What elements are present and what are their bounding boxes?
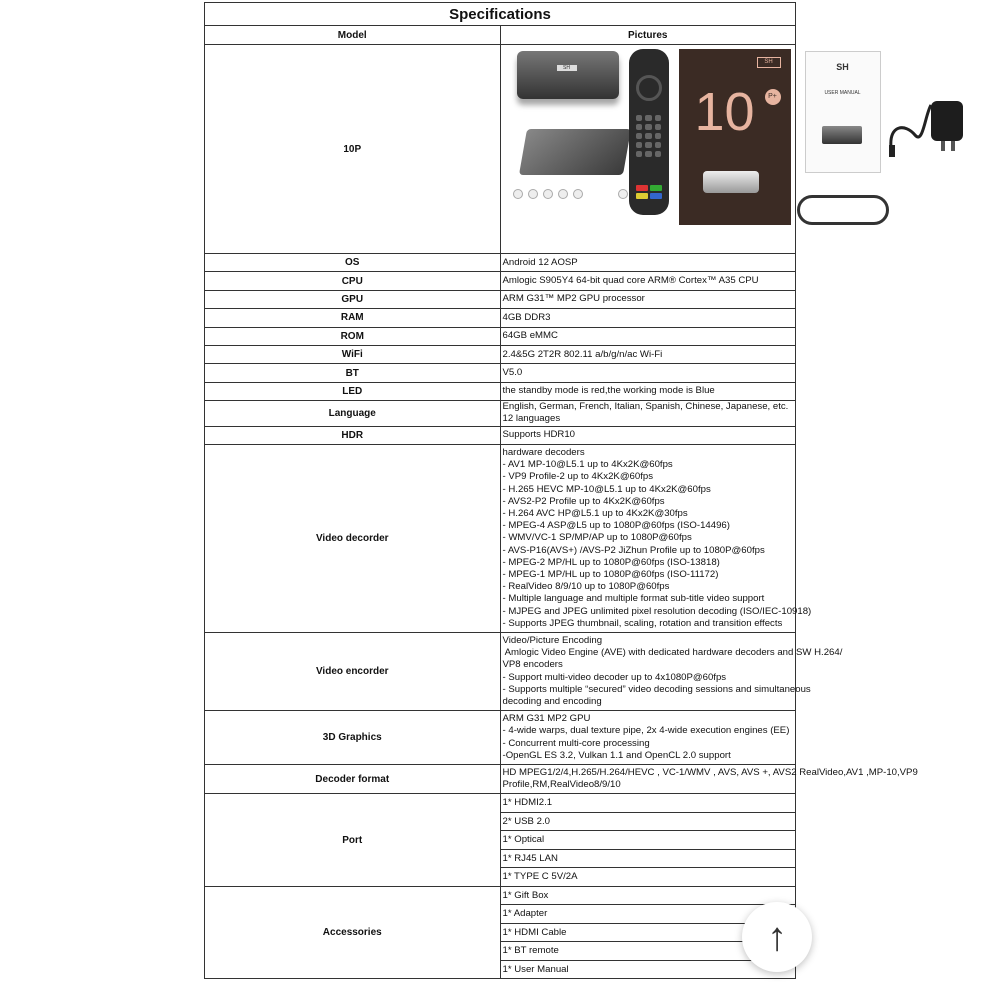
spec-line: Profile,RM,RealVideo8/9/10 — [502, 779, 621, 791]
pictures-header: Pictures — [500, 26, 796, 45]
spec-line: - Support multi-video decoder up to 4x1080P@60fps — [502, 671, 727, 683]
spec-label: GPU — [205, 290, 501, 308]
spec-label: OS — [205, 254, 501, 272]
spec-line: - 4-wide warps, dual texture pipe, 2x 4-wide execution engines (EE) — [502, 725, 790, 737]
spec-value: 4GB DDR3 — [500, 309, 796, 327]
spec-label: RAM — [205, 309, 501, 327]
spec-label: BT — [205, 364, 501, 382]
spec-line: HD MPEG1/2/4,H.265/H.264/HEVC , VC-1/WMV , AVS, AVS +, AVS2 RealVideo,AV1 ,MP-10,VP9 — [502, 767, 918, 778]
spec-value: Android 12 AOSP — [500, 254, 796, 272]
port-label: Port — [205, 794, 501, 887]
spec-line: hardware decoders — [502, 446, 585, 458]
tv-box-top-image: SH — [517, 51, 619, 99]
spec-line: decoding and encoding — [502, 695, 602, 707]
spec-table — [204, 2, 918, 979]
spec-line: - Concurrent multi-core processing — [502, 737, 650, 749]
spec-line: - MPEG-4 ASP@L5 up to 1080P@60fps (ISO-14496) — [502, 520, 730, 532]
decoder-format-label: Decoder format — [205, 765, 501, 794]
decoder-format-value — [500, 765, 918, 794]
port-item: 1* TYPE C 5V/2A — [502, 871, 578, 883]
spec-line: ARM G31 MP2 GPU — [502, 713, 591, 725]
spec-line: Amlogic Video Engine (AVE) with dedicated hardware decoders and SW H.264/ — [502, 647, 843, 659]
spec-line: - MPEG-2 MP/HL up to 1080P@60fps (ISO-13818) — [502, 556, 720, 568]
spec-label: CPU — [205, 272, 501, 290]
spec-line: - H.264 AVC HP@L5.1 up to 4Kx2K@30fps — [502, 507, 688, 519]
product-pictures — [500, 45, 861, 254]
spec-line: - Supports multiple “secured” video decoding sessions and simultaneous — [502, 683, 811, 695]
video-encoder-value — [500, 632, 843, 710]
remote-image — [629, 49, 669, 215]
model-value: 10P — [205, 45, 501, 254]
port-item: 1* Optical — [501, 831, 796, 850]
video-decoder-label: Video decorder — [205, 444, 501, 632]
spec-value: 2.4&5G 2T2R 802.11 a/b/g/n/ac Wi-Fi — [500, 345, 796, 363]
spec-line: - AVS-P16(AVS+) /AVS-P2 JiZhun Profile up to 1080P@60fps — [502, 544, 765, 556]
spec-value: Supports HDR10 — [500, 426, 796, 444]
spec-value: Amlogic S905Y4 64-bit quad core ARM® Cortex™ A35 CPU — [500, 272, 796, 290]
spec-line: - AVS2-P2 Profile up to 4Kx2K@60fps — [502, 495, 665, 507]
accessories-item: 1* Adapter — [501, 905, 796, 924]
spec-line: - VP9 Profile-2 up to 4Kx2K@60fps — [502, 471, 654, 483]
spec-label: ROM — [205, 327, 501, 345]
graphics-value — [500, 711, 796, 765]
accessories-item: 1* BT remote — [501, 942, 796, 961]
spec-line: -OpenGL ES 3.2, Vulkan 1.1 and OpenCL 2.0 support — [502, 749, 731, 761]
spec-line: - WMV/VC-1 SP/MP/AP up to 1080P@60fps — [502, 532, 692, 544]
arrow-up-icon: ↑ — [767, 915, 787, 959]
graphics-label: 3D Graphics — [205, 711, 501, 765]
port-item: 2* USB 2.0 — [501, 813, 796, 832]
spec-line: VP8 encoders — [502, 659, 563, 671]
spec-label: Language — [205, 401, 501, 426]
accessories-item: 1* Gift Box — [501, 887, 796, 906]
spec-line: - RealVideo 8/9/10 up to 1080P@60fps — [502, 581, 670, 593]
port-list — [500, 794, 796, 887]
spec-line: Video/Picture Encoding — [502, 634, 603, 646]
spec-line: - MJPEG and JPEG unlimited pixel resolution decoding (ISO/IEC-10918) — [502, 605, 812, 617]
port-item: 1* RJ45 LAN — [501, 850, 796, 869]
port-item: 1* HDMI2.1 — [501, 794, 796, 813]
spec-line: - H.265 HEVC MP-10@L5.1 up to 4Kx2K@60fps — [502, 483, 711, 495]
video-decoder-value — [500, 444, 812, 632]
spec-line: - AV1 MP-10@L5.1 up to 4Kx2K@60fps — [502, 459, 673, 471]
video-encoder-label: Video encorder — [205, 632, 501, 710]
spec-value: V5.0 — [500, 364, 796, 382]
accessories-label: Accessories — [205, 886, 501, 979]
page-title: Specifications — [205, 3, 796, 26]
power-adapter-image — [885, 95, 969, 175]
package-image: SH 10 P+ — [679, 49, 791, 225]
spec-value: ARM G31™ MP2 GPU processor — [500, 290, 796, 308]
spec-line: - Supports JPEG thumbnail, scaling, rotation and transition effects — [502, 617, 783, 629]
accessories-item: 1* HDMI Cable — [501, 924, 796, 943]
spec-label: LED — [205, 382, 501, 400]
spec-value: English, German, French, Italian, Spanish, Chinese, Japanese, etc. 12 languages — [500, 401, 796, 426]
spec-value: 64GB eMMC — [500, 327, 796, 345]
spec-line: - Multiple language and multiple format sub-title video support — [502, 593, 765, 605]
tv-box-ports-image — [509, 129, 631, 195]
spec-label: HDR — [205, 426, 501, 444]
hdmi-cable-image — [797, 195, 889, 225]
spec-label: WiFi — [205, 345, 501, 363]
accessories-item: 1* User Manual — [502, 963, 569, 975]
spec-value: the standby mode is red,the working mode is Blue — [500, 382, 796, 400]
spec-line: - MPEG-1 MP/HL up to 1080P@60fps (ISO-11172) — [502, 568, 719, 580]
user-manual-image: SH USER MANUAL — [805, 51, 881, 173]
spec-sheet — [204, 2, 918, 979]
scroll-to-top-button[interactable] — [742, 902, 812, 972]
model-header: Model — [205, 26, 501, 45]
